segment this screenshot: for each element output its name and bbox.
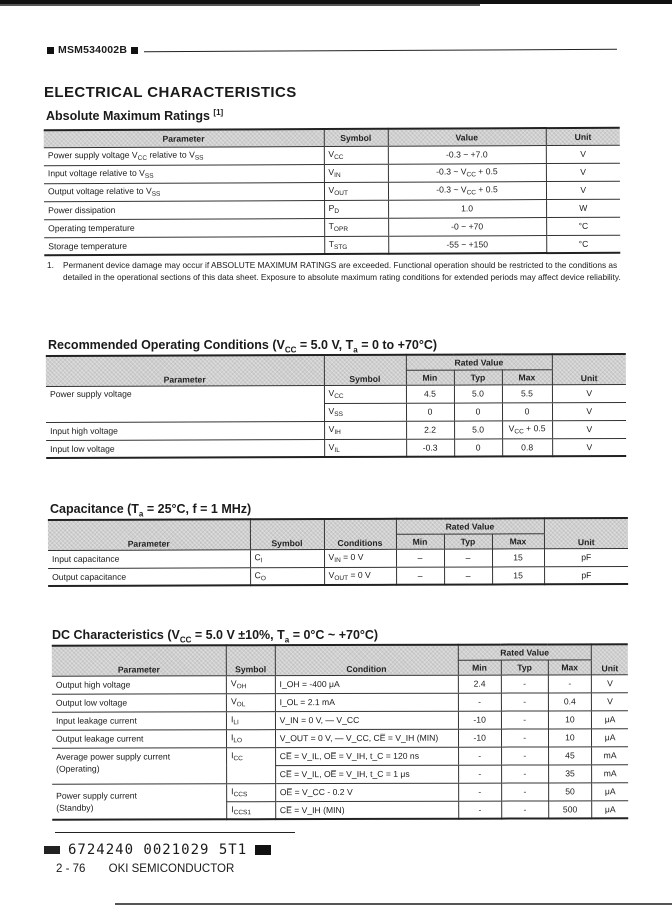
col-header-max: Max xyxy=(492,533,544,548)
symbol-cell: $I_{CCS1}$ xyxy=(227,801,276,819)
parameter-cell: Power dissipation xyxy=(44,200,324,219)
symbol-cell: $C_O$ xyxy=(250,567,324,585)
col-header-typ: Typ xyxy=(444,533,492,548)
barcode-text: 6724240 0021029 5T1 xyxy=(68,842,248,858)
typ-cell: - xyxy=(501,728,548,746)
parameter-cell: Average power supply current (Operating) xyxy=(52,747,227,783)
col-header-parameter: Parameter xyxy=(52,645,227,675)
unit-cell: μA xyxy=(592,800,628,818)
capacitance-table xyxy=(48,517,628,587)
condition-cell: CE̅ = V_IL, OE̅ = V_IH, t_C = 120 ns xyxy=(275,747,458,765)
max-cell: 35 xyxy=(548,764,592,782)
value-cell: -0.3 ~ $V_{CC} + 0.5$ xyxy=(388,181,546,200)
table-row xyxy=(52,692,628,712)
typ-cell: - xyxy=(501,800,548,818)
unit-cell: V xyxy=(592,692,628,710)
parameter-cell: Output voltage relative to $V_{SS}$ xyxy=(44,182,324,201)
recommended-conditions-table xyxy=(46,353,626,459)
square-bullet-icon xyxy=(47,47,54,54)
typ-cell: 5.0 xyxy=(454,420,502,438)
unit-cell: μA xyxy=(592,710,628,728)
col-header-typ: Typ xyxy=(454,369,502,384)
section-title-dc: DC Characteristics ($V_{CC} = 5.0$ V ±10%, $T_a = 0^\circ C$ ~ +70°C) xyxy=(52,628,379,645)
typ-cell: - xyxy=(501,674,548,692)
condition-cell: $V_{IN} = 0$ V xyxy=(324,549,396,567)
col-header-unit: Unit xyxy=(546,128,620,145)
symbol-cell: $V_{OH}$ xyxy=(226,675,275,693)
table-row xyxy=(46,438,626,458)
col-header-typ: Typ xyxy=(501,659,548,674)
col-header-rated-value: Rated Value xyxy=(396,518,544,534)
dc-characteristics-table xyxy=(52,643,628,821)
part-number: MSM534002B xyxy=(58,44,128,56)
parameter-cell: Storage temperature xyxy=(44,236,324,255)
unit-cell: V xyxy=(546,145,620,163)
unit-cell: V xyxy=(552,420,626,438)
value-cell: 1.0 xyxy=(388,199,546,218)
typ-cell: – xyxy=(444,548,492,566)
parameter-cell: Input leakage current xyxy=(52,711,227,729)
parameter-cell: Output leakage current xyxy=(52,729,227,747)
col-header-parameter: Parameter xyxy=(46,355,324,386)
max-cell: $V_{CC} + 0.5$ xyxy=(502,420,552,438)
table-row xyxy=(48,548,628,568)
min-cell: 2.4 xyxy=(458,675,501,693)
value-cell: -0 ~ +70 xyxy=(388,217,546,236)
max-cell: 15 xyxy=(492,566,544,584)
typ-cell: 0 xyxy=(454,402,502,420)
parameter-cell: Output high voltage xyxy=(52,675,227,693)
section-title-text: Absolute Maximum Ratings xyxy=(46,109,210,124)
typ-cell: - xyxy=(501,746,548,764)
col-header-max: Max xyxy=(502,369,552,384)
condition-cell: I_OH = -400 μA xyxy=(275,675,458,693)
col-header-min: Min xyxy=(458,660,501,675)
scan-top-edge-shadow xyxy=(0,4,480,6)
bottom-rule xyxy=(55,832,295,833)
col-header-symbol: Symbol xyxy=(324,129,388,146)
footnote-number: 1. xyxy=(47,260,54,270)
company-name: OKI SEMICONDUCTOR xyxy=(108,863,235,875)
min-cell: - xyxy=(458,747,501,765)
table-row xyxy=(46,420,626,440)
symbol-cell: $I_{LO}$ xyxy=(227,729,276,747)
typ-cell: 0 xyxy=(454,438,502,456)
max-cell: 0.8 xyxy=(502,438,552,456)
min-cell: – xyxy=(396,567,444,585)
symbol-cell: $C_I$ xyxy=(250,549,324,567)
unit-cell: μA xyxy=(592,782,628,800)
col-header-symbol: Symbol xyxy=(250,519,324,549)
running-header xyxy=(47,44,617,56)
col-header-unit: Unit xyxy=(591,644,627,674)
parameter-cell: Output capacitance xyxy=(48,567,250,586)
parameter-cell: Input voltage relative to $V_{SS}$ xyxy=(44,164,324,183)
unit-cell: °C xyxy=(546,235,620,253)
table-row xyxy=(52,674,628,694)
max-cell: 0 xyxy=(502,402,552,420)
max-cell: 15 xyxy=(492,548,544,566)
header-rule xyxy=(144,48,617,51)
table-row xyxy=(52,710,628,730)
parameter-cell: Input high voltage xyxy=(46,421,324,440)
unit-cell: V xyxy=(546,181,620,199)
min-cell: -0.3 xyxy=(406,439,454,457)
min-cell: 4.5 xyxy=(406,385,454,403)
typ-cell: - xyxy=(501,764,548,782)
typ-cell: - xyxy=(501,710,548,728)
min-cell: 2.2 xyxy=(406,421,454,439)
typ-cell: - xyxy=(501,692,548,710)
barcode-block-icon xyxy=(44,846,60,854)
min-cell: - xyxy=(458,801,501,819)
table-row xyxy=(48,566,628,586)
parameter-cell: Input capacitance xyxy=(48,549,250,568)
col-header-rated-value: Rated Value xyxy=(406,354,552,370)
page-footer xyxy=(56,863,234,875)
min-cell: 0 xyxy=(406,403,454,421)
table-row xyxy=(52,728,628,748)
parameter-cell: Power supply voltage $V_{CC}$ relative to $V_{SS}$ xyxy=(44,146,324,165)
condition-cell: OE̅ = V_CC - 0.2 V xyxy=(275,783,458,801)
symbol-cell: $V_{OUT}$ xyxy=(324,182,388,200)
table-row xyxy=(46,384,626,404)
unit-cell: V xyxy=(546,163,620,181)
symbol-cell: $T_{OPR}$ xyxy=(324,218,388,236)
table-row xyxy=(52,782,628,802)
min-cell: - xyxy=(458,693,501,711)
scan-bottom-edge xyxy=(115,903,672,905)
max-cell: 0.4 xyxy=(548,692,592,710)
col-header-symbol: Symbol xyxy=(226,645,275,675)
col-header-rated-value: Rated Value xyxy=(458,644,592,659)
symbol-cell: $T_{STG}$ xyxy=(324,236,388,254)
parameter-cell: Output low voltage xyxy=(52,693,227,711)
condition-cell: CE̅ = V_IH (MIN) xyxy=(275,801,458,819)
barcode-block-icon xyxy=(255,845,271,855)
min-cell: - xyxy=(458,765,501,783)
condition-cell: V_IN = 0 V, — V_CC xyxy=(275,711,458,729)
page-title: ELECTRICAL CHARACTERISTICS xyxy=(44,84,297,101)
section-title-absolute-max xyxy=(46,108,223,123)
col-header-condition: Condition xyxy=(275,645,458,675)
footnote-ref: [1] xyxy=(213,108,224,117)
symbol-cell: $V_{CC}$ xyxy=(324,385,406,403)
unit-cell: W xyxy=(546,199,620,217)
typ-cell: 5.0 xyxy=(454,384,502,402)
unit-cell: pF xyxy=(544,548,628,566)
col-header-max: Max xyxy=(548,659,592,674)
value-cell: -55 ~ +150 xyxy=(388,235,546,254)
unit-cell: V xyxy=(552,384,626,402)
barcode-line xyxy=(44,842,271,858)
unit-cell: mA xyxy=(592,746,628,764)
max-cell: 500 xyxy=(548,800,592,818)
symbol-cell: $V_{IH}$ xyxy=(324,421,406,439)
symbol-cell: $V_{OL}$ xyxy=(226,693,275,711)
value-cell: -0.3 ~ $V_{CC} + 0.5$ xyxy=(388,163,546,182)
max-cell: - xyxy=(548,674,592,692)
parameter-cell: Power supply voltage xyxy=(46,385,324,422)
unit-cell: °C xyxy=(546,217,620,235)
symbol-cell: $P_D$ xyxy=(324,200,388,218)
typ-cell: – xyxy=(444,566,492,584)
unit-cell: V xyxy=(552,402,626,420)
col-header-min: Min xyxy=(406,370,454,385)
min-cell: – xyxy=(396,549,444,567)
footnote-text: Permanent device damage may occur if ABSOLUTE MAXIMUM RATINGS are exceeded. Functional operation should be restricted to the conditions as detailed in the operational sections of this data sheet. Exposure to absolute maximum rating conditions for extended periods may affect device reliability. xyxy=(63,260,621,282)
col-header-min: Min xyxy=(396,534,444,549)
unit-cell: μA xyxy=(592,728,628,746)
symbol-cell: $V_{SS}$ xyxy=(324,403,406,421)
symbol-cell: $V_{IN}$ xyxy=(324,164,388,182)
square-bullet-icon xyxy=(131,47,138,54)
max-cell: 45 xyxy=(548,746,592,764)
symbol-cell: $I_{CC}$ xyxy=(227,747,276,783)
section-title-recommended: Recommended Operating Conditions ($V_{CC} = 5.0$ V, $T_a = 0$ to +70°C) xyxy=(48,338,438,355)
unit-cell: V xyxy=(591,674,627,692)
condition-cell: V_OUT = 0 V, — V_CC, CE̅ = V_IH (MIN) xyxy=(275,729,458,747)
max-cell: 5.5 xyxy=(502,384,552,402)
col-header-conditions: Conditions xyxy=(324,519,396,549)
typ-cell: - xyxy=(501,782,548,800)
absolute-max-table xyxy=(44,127,621,257)
max-cell: 10 xyxy=(548,728,592,746)
unit-cell: pF xyxy=(544,566,628,584)
max-cell: 50 xyxy=(548,782,592,800)
symbol-cell: $I_{LI}$ xyxy=(226,711,275,729)
value-cell: -0.3 ~ +7.0 xyxy=(388,145,546,164)
condition-cell: I_OL = 2.1 mA xyxy=(275,693,458,711)
symbol-cell: $V_{CC}$ xyxy=(324,146,388,164)
section-title-capacitance: Capacitance ($T_a = 25^\circ C$, f = 1 MHz) xyxy=(50,502,252,519)
min-cell: -10 xyxy=(458,711,501,729)
symbol-cell: $I_{CCS}$ xyxy=(227,783,276,801)
col-header-unit: Unit xyxy=(544,518,628,548)
min-cell: -10 xyxy=(458,729,501,747)
condition-cell: $V_{OUT} = 0$ V xyxy=(324,567,396,585)
parameter-cell: Power supply current (Standby) xyxy=(52,783,227,819)
col-header-symbol: Symbol xyxy=(324,355,406,385)
page-number: 2 - 76 xyxy=(56,863,86,875)
max-cell: 10 xyxy=(548,710,592,728)
symbol-cell: $V_{IL}$ xyxy=(324,439,406,457)
col-header-parameter: Parameter xyxy=(44,129,324,147)
col-header-unit: Unit xyxy=(552,354,626,384)
table-row xyxy=(44,235,620,256)
unit-cell: V xyxy=(552,438,626,456)
condition-cell: CE̅ = V_IL, OE̅ = V_IH, t_C = 1 μs xyxy=(275,765,458,783)
unit-cell: mA xyxy=(592,764,628,782)
footnote xyxy=(47,260,627,283)
parameter-cell: Input low voltage xyxy=(46,439,324,458)
table-row xyxy=(52,746,628,766)
col-header-parameter: Parameter xyxy=(48,519,250,550)
parameter-cell: Operating temperature xyxy=(44,218,324,237)
min-cell: - xyxy=(458,783,501,801)
col-header-value: Value xyxy=(388,128,546,146)
